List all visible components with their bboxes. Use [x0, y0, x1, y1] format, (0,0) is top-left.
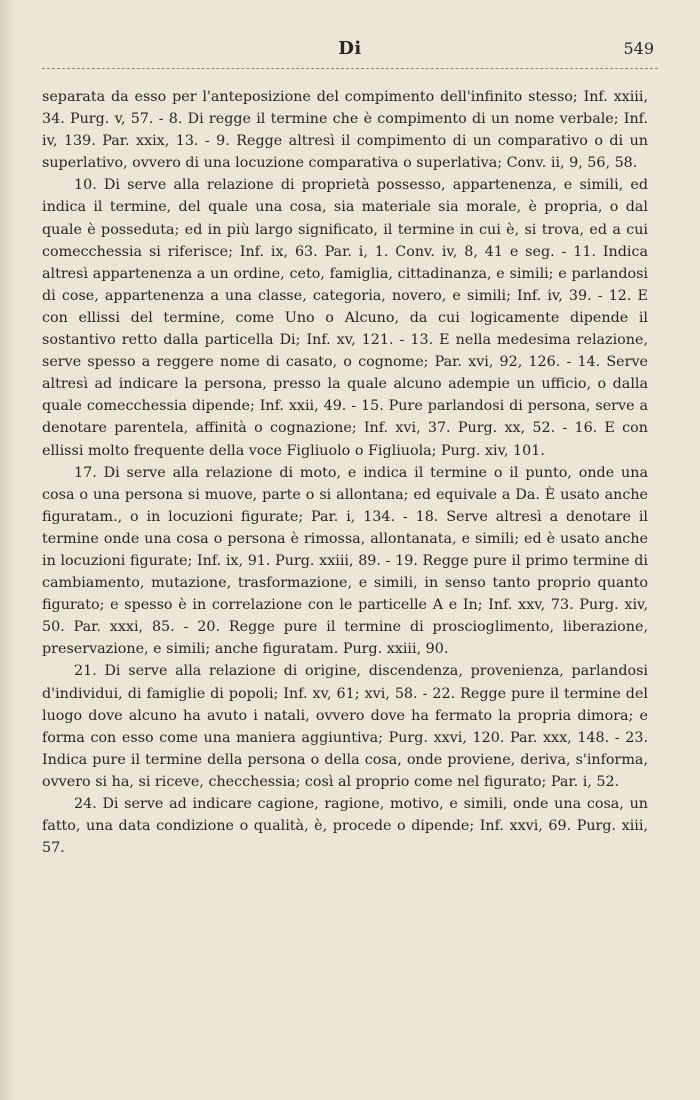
dictionary-entry-text — [42, 86, 648, 859]
running-head: Di — [338, 38, 362, 59]
paragraph-section-24: 24. Di serve ad indicare cagione, ragione, motivo, e simili, onde una cosa, un fatto, una data condizione o qualità, è, procede o dipende; Inf. xxvi, 69. Purg. xiii, 57. — [42, 796, 648, 857]
page-number: 549 — [623, 39, 654, 58]
paragraph-section-17: 17. Di serve alla relazione di moto, e indica il termine o il punto, onde una cosa o una persona si muove, parte o si allontana; ed equivale a Da. È usato anche figuratam., o in locuzioni figurate; Par. i, 134. - 18. Serve altresì a denotare il termine onde una cosa o persona è rimossa, allontanata, e simili; ed è usato anche in locuzioni figurate; Inf. ix, 91. Purg. xxiii, 89. - 19. Regge pure il primo termine di cambiamento, mutazione, trasformazione, e simili, in senso tanto proprio quanto figurato; e spesso è in correlazione con le particelle A e In; Inf. xxv, 73. Purg. xiv, 50. Par. xxxi, 85. - 20. Regge pure il termine di proscioglimento, liberazione, preservazione, e simili; anche figuratam. Purg. xxiii, 90. — [42, 464, 648, 658]
paragraph-section-10: 10. Di serve alla relazione di proprietà possesso, appartenenza, e simili, ed indica il termine, del quale una cosa, sia materiale sia morale, è propria, o dal quale è posseduta; ed in più largo significato, il termine in cui è, si trova, ed a cui comecchessia si riferisce; Inf. ix, 63. Par. i, 1. Conv. iv, 8, 41 e seg. - 11. Indica altresì appartenenza a un ordine, ceto, famiglia, cittadinanza, e simili; e parlandosi di cose, appartenenza a una classe, categoria, novero, e simili; Inf. iv, 39. - 12. E con ellissi del termine, come Uno o Alcuno, da cui logicamente dipende il sostantivo retto dalla particella Di; Inf. xv, 121. - 13. E nella medesima relazione, serve spesso a reggere nome di casato, o cognome; Par. xvi, 92, 126. - 14. Serve altresì ad indicare la persona, presso la quale alcuno adempie un ufficio, o dalla quale comecchessia dipende; Inf. xxii, 49. - 15. Pure parlandosi di persona, serve a denotare parentela, affinità o cognazione; Inf. xvi, 37. Purg. xx, 52. - 16. E con ellissi molto frequente della voce Figliuolo o Figliuola; Purg. xiv, 101. — [42, 177, 648, 459]
paragraph-section-21: 21. Di serve alla relazione di origine, discendenza, provenienza, parlandosi d'individui, di famiglie di popoli; Inf. xv, 61; xvi, 58. - 22. Regge pure il termine del luogo dove alcuno ha avuto i natali, ovvero dove ha fermato la propria dimora; e forma con esso come una maniera aggiuntiva; Purg. xxvi, 120. Par. xxx, 148. - 23. Indica pure il termine della persona o della cosa, onde proviene, deriva, s'informa, ovvero si ha, si riceve, checchessia; così al proprio come nel figurato; Par. i, 52. — [42, 663, 648, 790]
paragraph-continuation: separata da esso per l'anteposizione del compimento dell'infinito stesso; Inf. xxiii, 34. Purg. v, 57. - 8. Di regge il termine che è compimento di un nome verbale; Inf. iv, 139. Par. xxix, 13. - 9. Regge altresì il compimento di un comparativo o di un superlativo, ovvero di una locuzione comparativa o superlativa; Conv. ii, 9, 56, 58. — [42, 89, 648, 172]
page-gutter-shadow — [0, 0, 16, 1100]
page-header — [42, 34, 658, 69]
